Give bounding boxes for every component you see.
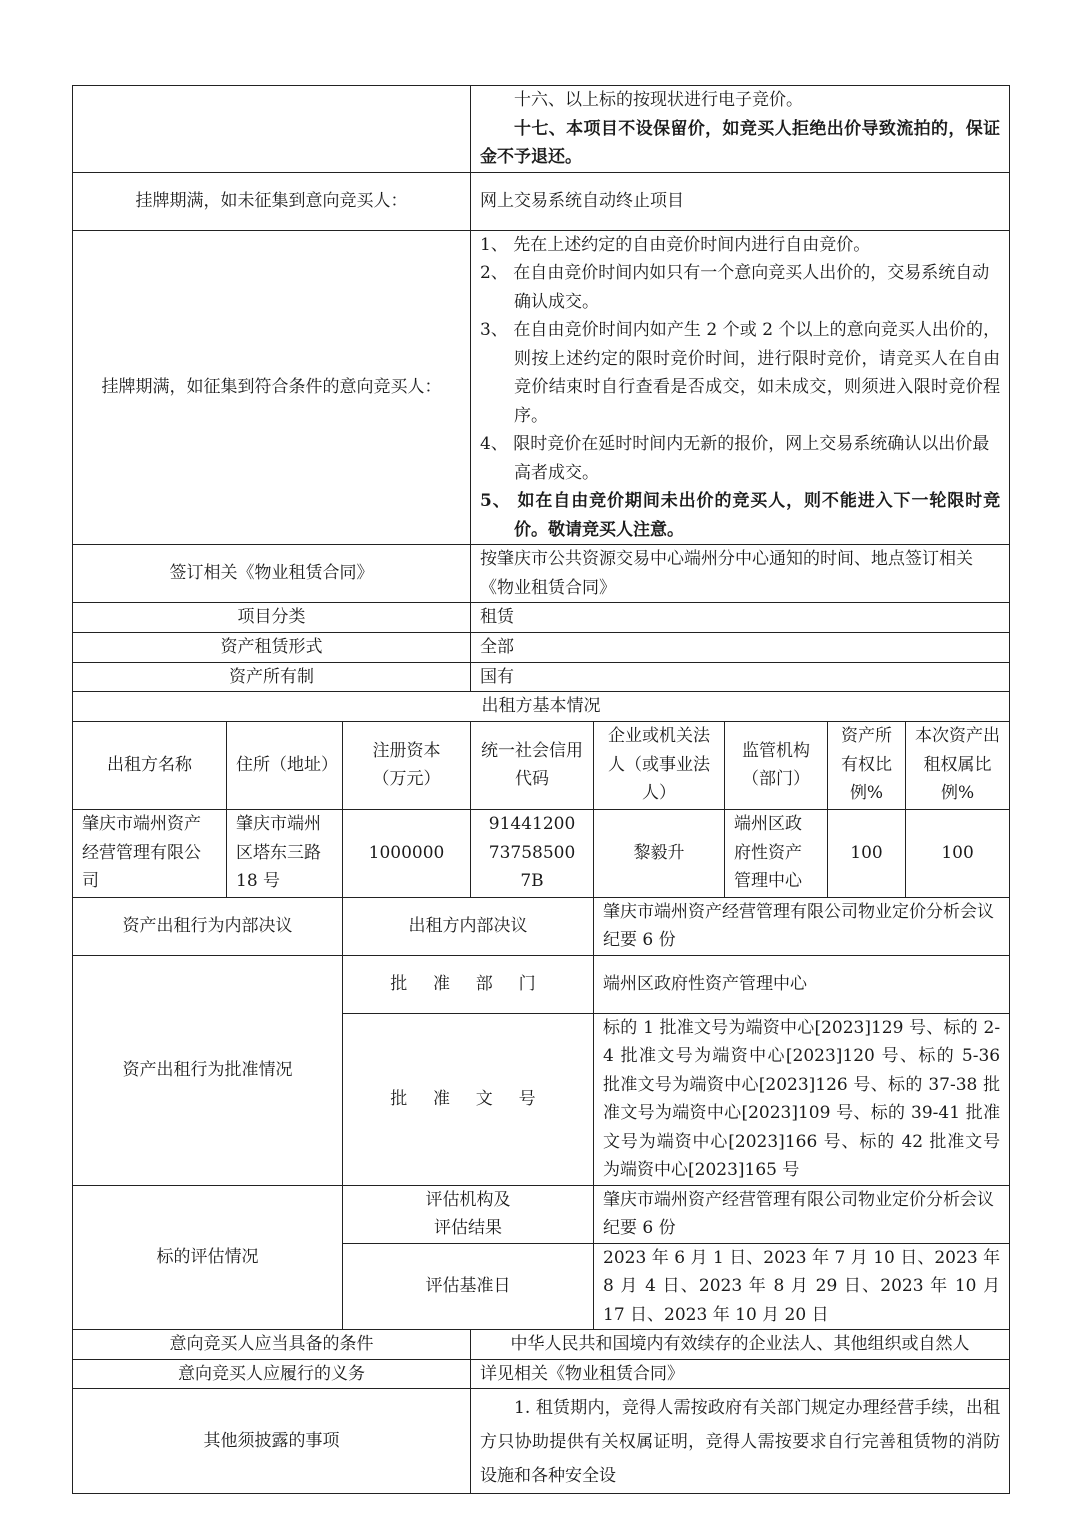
remarks-label-cell: [73, 86, 471, 173]
remark-16: 十六、以上标的按现状进行电子竞价。: [514, 90, 804, 110]
header-lease-ratio: 本次资产出租权属比例%: [906, 721, 1010, 809]
obligations-label: 意向竞买人应履行的义务: [73, 1359, 471, 1389]
header-legal-person: 企业或机关法人（或事业法人）: [594, 721, 725, 809]
contract-label: 签订相关《物业租赁合同》: [73, 545, 471, 603]
lessor-capital: 1000000: [343, 809, 471, 897]
approval-dept-row: [73, 955, 1010, 1013]
header-credit-code: 统一社会信用代码: [471, 721, 594, 809]
expire-some-cell: [471, 230, 1010, 545]
valuation-org-row: [73, 1185, 1010, 1243]
ownership-value: 国有: [471, 662, 1010, 692]
lessor-section-row: [73, 692, 1010, 722]
header-address: 住所（地址）: [227, 721, 343, 809]
conditions-label: 意向竞买人应当具备的条件: [73, 1330, 471, 1360]
category-row: [73, 603, 1010, 633]
header-lessor-name: 出租方名称: [73, 721, 227, 809]
lessor-supervisor: 端州区政府性资产管理中心: [725, 809, 828, 897]
approval-dept-label: 批 准 部 门: [343, 955, 594, 1013]
expire-none-label: 挂牌期满，如未征集到意向竞买人：: [73, 172, 471, 230]
rule-item-3: 3、 在自由竞价时间内如产生 2 个或 2 个以上的意向竞买人出价的，则按上述约定的限时竞价时间，进行限时竞价，请竞买人在自由竞价结束时自行查看是否成交，如未成交，则须进入限时竞价程序。: [480, 320, 1001, 426]
lessor-address: 肇庆市端州区塔东三路 18 号: [227, 809, 343, 897]
category-value: 租赁: [471, 603, 1010, 633]
rule-item-1: 1、 先在上述约定的自由竞价时间内进行自由竞价。: [480, 234, 871, 255]
disclosure-table: [72, 85, 1010, 1494]
lease-form-value: 全部: [471, 632, 1010, 662]
lessor-value-row: [73, 809, 1010, 897]
lessor-legal-person: 黎毅升: [594, 809, 725, 897]
approval-dept-value: 端州区政府性资产管理中心: [594, 955, 1010, 1013]
decision-value: 肇庆市端州资产经营管理有限公司物业定价分析会议纪要 6 份: [594, 897, 1010, 955]
lessor-credit-code: 91441200737585007B: [471, 809, 594, 897]
valuation-org-label-line-2: 评估结果: [434, 1218, 502, 1238]
header-capital: 注册资本（万元）: [343, 721, 471, 809]
valuation-org-label: [343, 1185, 594, 1243]
rule-item-2: 2、 在自由竞价时间内如只有一个意向竞买人出价的，交易系统自动确认成交。: [480, 263, 990, 312]
valuation-org-value: 肇庆市端州资产经营管理有限公司物业定价分析会议纪要 6 份: [594, 1185, 1010, 1243]
approval-label: 资产出租行为批准情况: [73, 955, 343, 1185]
remark-17: 十七、本项目不设保留价，如竞买人拒绝出价导致流拍的，保证金不予退还。: [480, 118, 1001, 167]
expire-some-row: [73, 230, 1010, 545]
other-value: 1. 租赁期内，竞得人需按政府有关部门规定办理经营手续，出租方只协助提供有关权属证明，竞得人需按要求自行完善租赁物的消防设施和各种安全设: [471, 1389, 1010, 1494]
lessor-header-row: [73, 721, 1010, 809]
lease-form-row: [73, 632, 1010, 662]
remarks-row: [73, 86, 1010, 173]
ownership-row: [73, 662, 1010, 692]
rule-item-5: 5、 如在自由竞价期间未出价的竞买人，则不能进入下一轮限时竞价。敬请竞买人注意。: [480, 491, 1001, 540]
lease-form-label: 资产租赁形式: [73, 632, 471, 662]
lessor-section-title: 出租方基本情况: [73, 692, 1010, 722]
lessor-ownership-ratio: 100: [828, 809, 906, 897]
valuation-org-label-line-1: 评估机构及: [425, 1189, 511, 1210]
obligations-value: 详见相关《物业租赁合同》: [471, 1359, 1010, 1389]
other-row: [73, 1389, 1010, 1494]
conditions-row: [73, 1330, 1010, 1360]
ownership-label: 资产所有制: [73, 662, 471, 692]
category-label: 项目分类: [73, 603, 471, 633]
valuation-label: 标的评估情况: [73, 1185, 343, 1330]
valuation-date-value: 2023 年 6 月 1 日、2023 年 7 月 10 日、2023 年 8 月 4 日、2023 年 8 月 29 日、2023 年 10 月 17 日、2023 年 10 月 20 日: [594, 1243, 1010, 1330]
conditions-value: 中华人民共和国境内有效续存的企业法人、其他组织或自然人: [471, 1330, 1010, 1360]
contract-value: 按肇庆市公共资源交易中心端州分中心通知的时间、地点签订相关《物业租赁合同》: [471, 545, 1010, 603]
header-ownership-ratio: 资产所有权比例%: [828, 721, 906, 809]
obligations-row: [73, 1359, 1010, 1389]
lessor-name: 肇庆市端州资产经营管理有限公司: [73, 809, 227, 897]
valuation-date-label: 评估基准日: [343, 1243, 594, 1330]
expire-none-row: [73, 172, 1010, 230]
expire-none-value: 网上交易系统自动终止项目: [471, 172, 1010, 230]
decision-label: 资产出租行为内部决议: [73, 897, 343, 955]
decision-row: [73, 897, 1010, 955]
header-supervisor: 监管机构（部门）: [725, 721, 828, 809]
contract-row: [73, 545, 1010, 603]
approval-doc-label: 批 准 文 号: [343, 1013, 594, 1185]
lessor-lease-ratio: 100: [906, 809, 1010, 897]
expire-some-label: 挂牌期满，如征集到符合条件的意向竞买人：: [73, 230, 471, 545]
decision-sub-label: 出租方内部决议: [343, 897, 594, 955]
other-label: 其他须披露的事项: [73, 1389, 471, 1494]
rule-item-4: 4、 限时竞价在延时时间内无新的报价，网上交易系统确认以出价最高者成交。: [480, 434, 990, 483]
approval-doc-value: 标的 1 批准文号为端资中心[2023]129 号、标的 2-4 批准文号为端资中心[2023]120 号、标的 5-36 批准文号为端资中心[2023]126 号、标的 37-38 批准文号为端资中心[2023]109 号、标的 39-41 批准文号为端资中心[2023]166 号、标的 42 批准文号为端资中心[2023]165 号: [594, 1013, 1010, 1185]
remarks-cell: [471, 86, 1010, 173]
